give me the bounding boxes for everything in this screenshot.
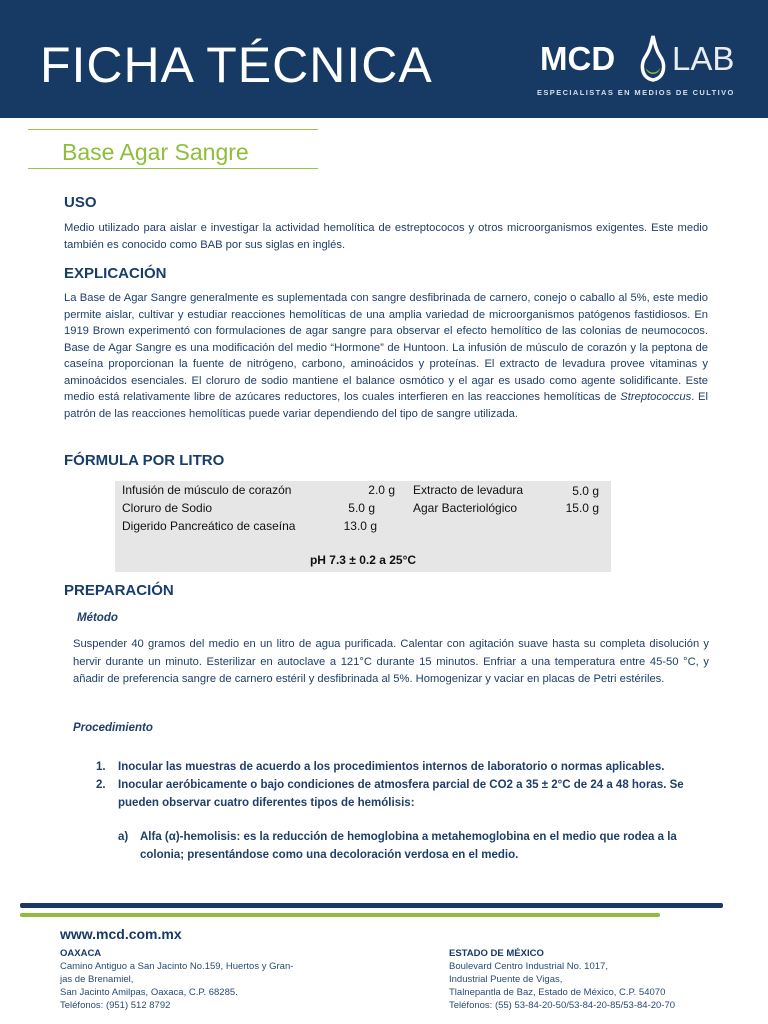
formula-item-value: 15.0 g <box>565 501 599 515</box>
address-line: jas de Brenamiel, <box>60 974 134 985</box>
list-text: Alfa (α)-hemolisis: es la reducción de hemoglobina a metahemoglobina en el medio que rodea a la colonia; presentándose como una decoloración verdosa en el medio. <box>140 831 677 861</box>
list-text: Inocular las muestras de acuerdo a los procedimientos internos de laboratorio o normas aplicables. <box>118 761 665 773</box>
logo-mcd-text: MCD <box>540 40 616 77</box>
company-logo <box>537 40 740 102</box>
footer-heading: OAXACA <box>60 948 102 959</box>
logo-lab-text: LAB <box>672 40 735 77</box>
metodo-label: Método <box>77 612 118 624</box>
list-number: 1. <box>96 761 106 773</box>
explicacion-heading: EXPLICACIÓN <box>64 265 167 282</box>
explicacion-text-part2: . El patrón de las reacciones hemolíticas puede variar dependiendo del tipo de sangre utilizada. <box>64 391 708 420</box>
address-line: Tlalnepantla de Baz, Estado de México, C.P. 54070 <box>449 987 666 998</box>
list-number: 2. <box>96 779 106 791</box>
footer-address-edomex <box>449 947 749 1012</box>
footer-divider-green <box>20 913 660 917</box>
footer-heading: ESTADO DE MÉXICO <box>449 948 544 959</box>
flask-drop-icon <box>636 34 670 84</box>
explicacion-italic: Streptococcus <box>620 391 692 403</box>
footer-divider-blue <box>20 903 723 908</box>
address-line: San Jacinto Amilpas, Oaxaca, C.P. 68285. <box>60 987 238 998</box>
divider-bottom <box>28 168 318 169</box>
preparacion-heading: PREPARACIÓN <box>64 582 174 599</box>
formula-heading: FÓRMULA POR LITRO <box>64 452 225 469</box>
formula-item-value: 5.0 g <box>348 501 375 515</box>
list-number: a) <box>118 831 129 843</box>
explicacion-text-part1: La Base de Agar Sangre generalmente es suplementada con sangre desfibrinada de carnero, conejo o caballo al 5%, este medio permite aislar, cultivar y estudiar reacciones hemolíticas de una amplia variedad de microorganismos patógenos fastidiosos. En 1919 Brown experimentó con formulaciones de agar sangre para observar el efecto hemolítico de las colonias de neumococos. Base de Agar Sangre es una modificación del medio “Hormone” de Huntoon. La infusión de músculo de corazón y la peptona de caseína proporcionan la fuente de nitrógeno, carbono, aminoácidos y proteínas. El extracto de levadura provee vitaminas y aminoácidos esenciales. El cloruro de sodio mantiene el balance osmótico y el agar es usado como agente solidificante. Este medio está relativamente libre de azúcares reductores, los cuales interfieren en las reacciones hemolíticas de <box>64 292 708 403</box>
formula-item-value: 5.0 g <box>572 484 599 498</box>
header-banner <box>0 0 768 118</box>
procedimiento-label: Procedimiento <box>73 722 153 734</box>
explicacion-text <box>64 290 708 422</box>
formula-item-name: Extracto de levadura <box>413 483 524 497</box>
formula-item-value: 13.0 g <box>343 519 377 533</box>
phone-line: Teléfonos: (951) 512 8792 <box>60 1000 171 1011</box>
metodo-text: Suspender 40 gramos del medio en un litro de agua purificada. Calentar con agitación suave hasta su completa disolución y hervir durante un minuto. Esterilizar en autoclave a 121°C durante 15 minutos. Enfriar a una temperatura entre 45-50 °C, y añadir de preferencia sangre de carnero estéril y desfibrinada al 5%. Homogenizar y vaciar en placas de Petri estériles. <box>73 638 709 685</box>
address-line: Industrial Puente de Vigas, <box>449 974 563 985</box>
uso-heading: USO <box>64 194 97 211</box>
product-name: Base Agar Sangre <box>62 139 249 165</box>
address-line: Boulevard Centro Industrial No. 1017, <box>449 961 608 972</box>
divider-top <box>28 129 318 130</box>
phone-line: Teléfonos: (55) 53-84-20-50/53-84-20-85/53-84-20-70 <box>449 1000 676 1011</box>
uso-text: Medio utilizado para aislar e investigar la actividad hemolítica de estreptococos y otros microorganismos exigentes. Este medio también es conocido como BAB por sus siglas en inglés. <box>64 222 708 251</box>
formula-item-name: Digerido Pancreático de caseína <box>122 519 296 533</box>
formula-item-name: Cloruro de Sodio <box>122 501 213 515</box>
formula-item-name: Infusión de músculo de corazón <box>122 483 292 497</box>
formula-table <box>115 481 611 572</box>
formula-item-name: Agar Bacteriológico <box>413 501 518 515</box>
formula-item-value: 2.0 g <box>368 483 395 497</box>
page-title: FICHA TÉCNICA <box>40 37 433 93</box>
list-text: Inocular aeróbicamente o bajo condiciones de atmosfera parcial de CO2 a 35 ± 2°C de 24 a 48 horas. Se pueden observar cuatro diferentes tipos de hemólisis: <box>118 779 684 809</box>
formula-ph: pH 7.3 ± 0.2 a 25°C <box>309 553 417 567</box>
address-line: Camino Antiguo a San Jacinto No.159, Huertos y Gran- <box>60 961 294 972</box>
footer-address-oaxaca <box>60 947 360 1012</box>
logo-tagline: ESPECIALISTAS EN MEDIOS DE CULTIVO <box>537 88 735 97</box>
website-link[interactable]: www.mcd.com.mx <box>60 926 182 942</box>
